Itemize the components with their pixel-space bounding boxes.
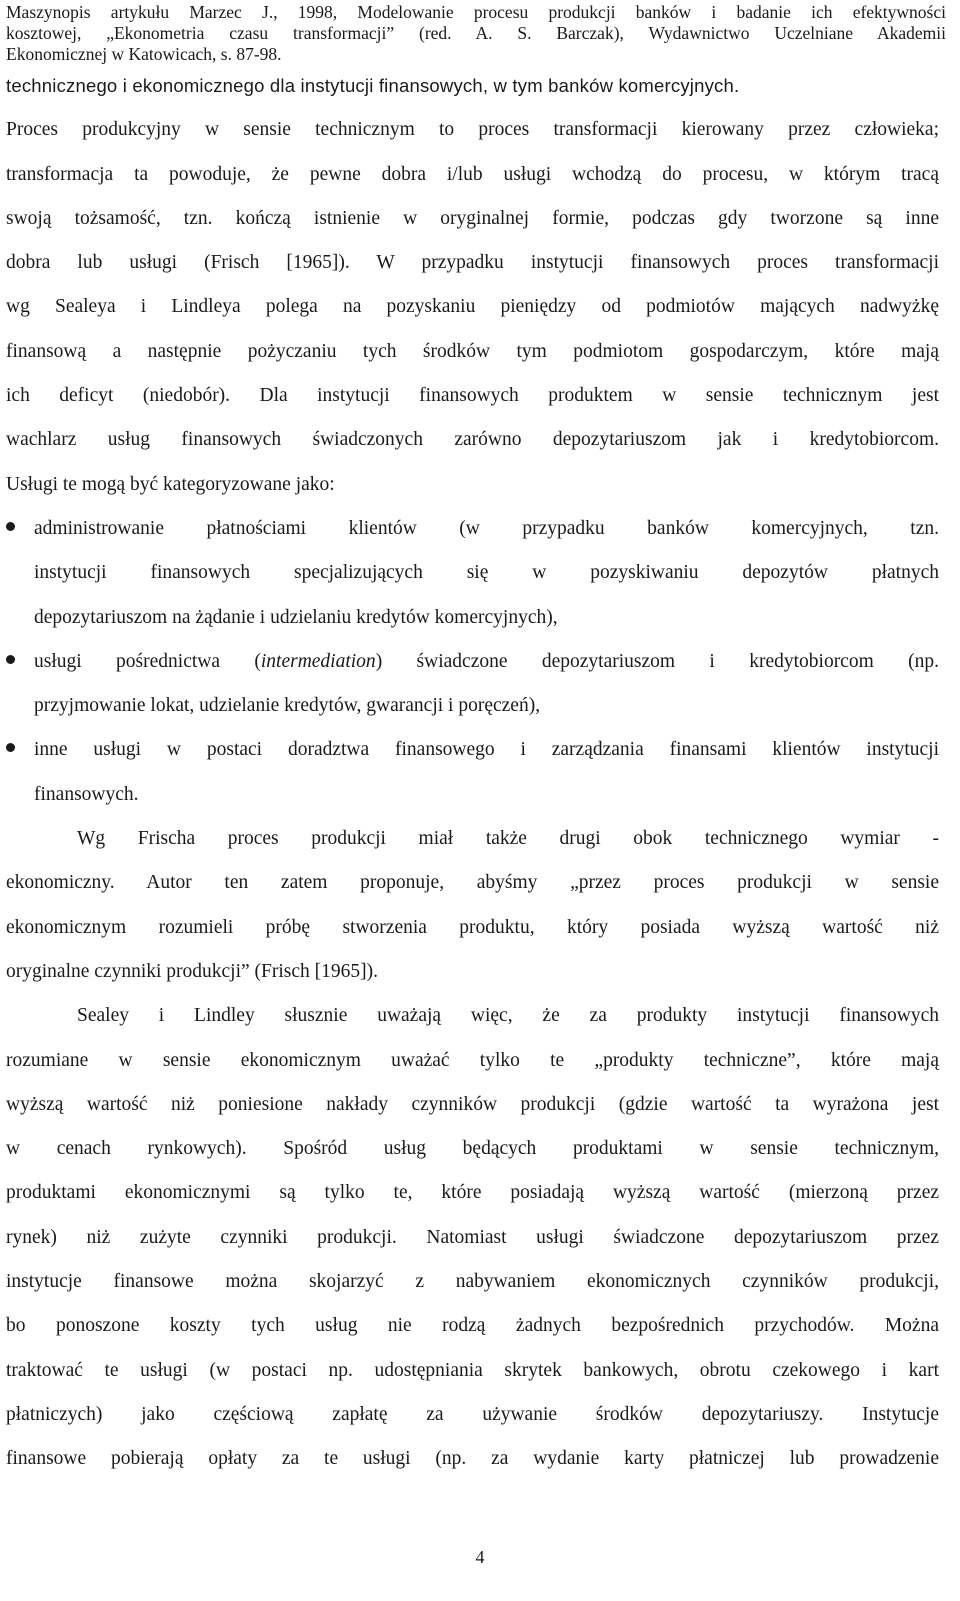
text-line: transformacja ta powoduje, że pewne dobra i/lub usługi wchodzą do procesu, w którym tracą — [6, 163, 939, 185]
text-line-part: usługi pośrednictwa ( — [34, 650, 261, 672]
body-text — [6, 64, 939, 1482]
text-line: administrowanie płatnościami klientów (w przypadku banków komercyjnych, tzn. — [34, 517, 939, 539]
header-line: Ekonomicznej w Katowicach, s. 87-98. — [6, 44, 282, 64]
bullet-list-item — [6, 728, 939, 817]
text-line: Sealey i Lindley słusznie uważają więc, że za produkty instytucji finansowych — [77, 1005, 939, 1027]
text-line: rynek) niż zużyte czynniki produkcji. Natomiast usługi świadczone depozytariuszom przez — [6, 1226, 939, 1248]
bullet-icon — [6, 743, 15, 752]
paragraph-continued — [6, 64, 939, 108]
text-line: Proces produkcyjny w sensie technicznym to proces transformacji kierowany przez człowieka; — [6, 119, 939, 141]
header-line: Maszynopis artykułu Marzec J., 1998, Modelowanie procesu produkcji banków i badanie ich efektywności — [6, 2, 946, 22]
text-line: Usługi te mogą być kategoryzowane jako: — [6, 473, 335, 495]
text-line — [6, 197, 939, 241]
text-line: w cenach rynkowych). Spośród usług będących produktami w sensie technicznym, — [6, 1138, 939, 1160]
text-line-part: dobra lub usługi (Frisch [1965]). — [6, 252, 350, 274]
text-line: depozytariuszom na żądanie i udzielaniu kredytów komercyjnych), — [34, 606, 558, 628]
text-line: produktami ekonomicznymi są tylko te, które posiadają wyższą wartość (mierzoną przez — [6, 1182, 939, 1204]
text-line — [6, 241, 939, 285]
text-line: finansowych. — [34, 783, 139, 805]
text-line: ekonomiczny. Autor ten zatem proponuje, abyśmy „przez proces produkcji w sensie — [6, 872, 939, 894]
text-line: finansowe pobierają opłaty za te usługi (np. za wydanie karty płatniczej lub prowadzenie — [6, 1448, 939, 1470]
text-line: ekonomicznym rozumieli próbę stworzenia produktu, który posiada wyższą wartość niż — [6, 916, 939, 938]
text-line-part: ich deficyt (niedobór). — [6, 385, 231, 407]
text-line: płatniczych) jako częściową zapłatę za używanie środków depozytariuszy. Instytucje — [6, 1403, 939, 1425]
text-line: oryginalne czynniki produkcji” (Frisch [1965]). — [6, 960, 379, 982]
bullet-list-item — [6, 640, 939, 729]
text-line: instytucji finansowych specjalizujących się w pozyskiwaniu depozytów płatnych — [34, 562, 939, 584]
page-number: 4 — [475, 1547, 485, 1567]
paragraph-sealey-lindley — [6, 994, 939, 1481]
bullet-list-item — [6, 507, 939, 640]
text-line: technicznego i ekonomicznego dla instytucji finansowych, w tym banków komercyjnych. — [6, 75, 740, 96]
text-line: rozumiane w sensie ekonomicznym uważać tylko te „produkty techniczne”, które mają — [6, 1049, 939, 1071]
text-line — [6, 374, 939, 418]
text-line — [34, 640, 939, 684]
text-line: finansową a następnie pożyczaniu tych środków tym podmiotom gospodarczym, które mają — [6, 340, 939, 362]
paragraph-frisch — [6, 817, 939, 994]
text-line-part: W przypadku instytucji finansowych proces transformacji — [349, 252, 940, 274]
text-line: instytucje finansowe można skojarzyć z nabywaniem ekonomicznych czynników produkcji, — [6, 1271, 939, 1293]
paragraph-process-definition — [6, 108, 939, 507]
bullet-icon — [6, 655, 15, 664]
text-line-part: Dla instytucji finansowych produktem w sensie technicznym jest — [230, 385, 940, 407]
text-line-part: swoją tożsamość, tzn. kończą istnienie w oryginalnej formie, podczas gdy tworzone są inne — [6, 207, 939, 229]
text-line: wg Sealeya i Lindleya polega na pozyskaniu pieniędzy od podmiotów mających nadwyżkę — [6, 296, 939, 318]
text-line: wachlarz usług finansowych świadczonych zarówno depozytariuszom jak i kredytobiorcom. — [6, 429, 939, 451]
italic-term: intermediation — [260, 650, 376, 672]
text-line: traktować te usługi (w postaci np. udostępniania skrytek bankowych, obrotu czekowego i kart — [6, 1359, 939, 1381]
header-line: kosztowej, „Ekonometria czasu transformacji” (red. A. S. Barczak), Wydawnictwo Uczelniane Akademii — [6, 23, 946, 43]
text-line: bo ponoszone koszty tych usług nie rodzą żadnych bezpośrednich przychodów. Można — [6, 1315, 939, 1337]
text-line: wyższą wartość niż poniesione nakłady czynników produkcji (gdzie wartość ta wyrażona jest — [6, 1093, 939, 1115]
bullet-icon — [6, 522, 15, 531]
text-line: przyjmowanie lokat, udzielanie kredytów, gwarancji i poręczeń), — [34, 695, 541, 717]
text-line: inne usługi w postaci doradztwa finansowego i zarządzania finansami klientów instytucji — [34, 739, 939, 761]
text-line-part: ) świadczone depozytariuszom i kredytobiorcom (np. — [375, 650, 939, 672]
text-line: Wg Frischa proces produkcji miał także drugi obok technicznego wymiar - — [77, 828, 939, 850]
citation-header — [6, 2, 946, 65]
